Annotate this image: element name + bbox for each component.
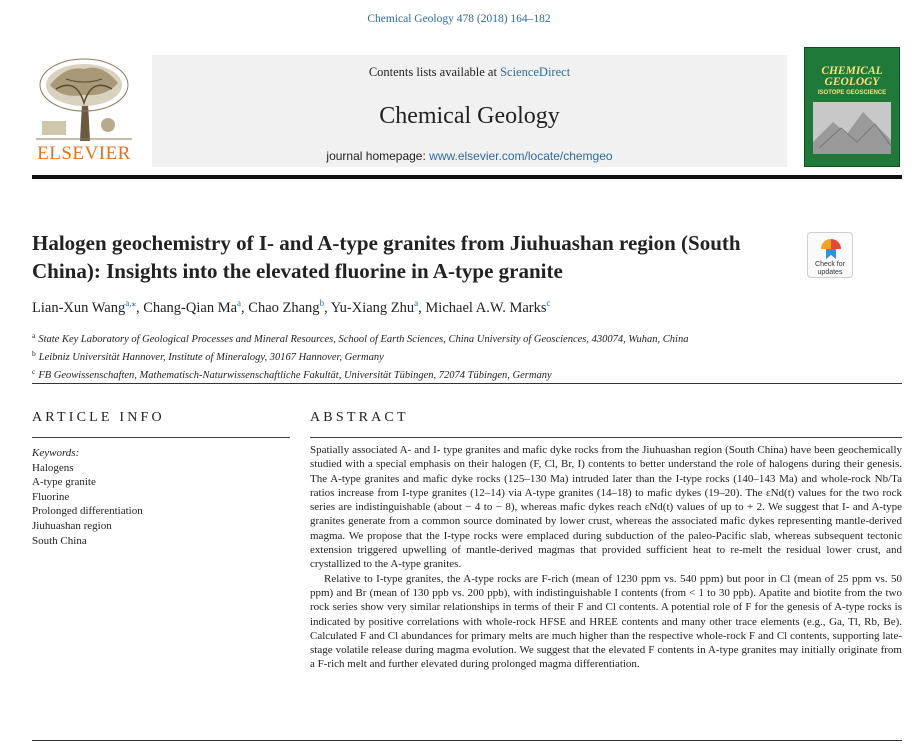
affiliation-item: [32, 365, 688, 383]
homepage-link[interactable]: www.elsevier.com/locate/chemgeo: [429, 149, 613, 163]
author-name[interactable]: Chang-Qian Ma: [143, 300, 238, 316]
keywords-list: [32, 446, 143, 548]
abstract-rule: [310, 437, 902, 438]
article-title: Halogen geochemistry of I- and A-type granites from Jiuhuashan region (South China): Insights into the elevated fluorine in A-type granite: [32, 231, 741, 283]
keywords-label: Keywords:: [32, 447, 80, 459]
footer-divider: [32, 740, 902, 741]
sciencedirect-link[interactable]: ScienceDirect: [500, 65, 571, 79]
citation-link[interactable]: Chemical Geology 478 (2018) 164–182: [367, 13, 551, 25]
keyword-item[interactable]: Fluorine: [32, 490, 70, 503]
crossmark-line2: updates: [817, 268, 843, 276]
abstract-paragraph: Relative to I-type granites, the A-type rocks are F-rich (mean of 1230 ppm vs. 540 ppm) but poor in Cl (mean of 25 ppm vs. 50 ppm) and Br (mean of 130 ppb vs. 200 ppb), with indistinguishable I contents (from < 1 to 30 ppb). Apatite and biotite from the two rock series show very similar relationships in terms of their F and Cl contents. A potential role of F for the genesis of A-type rocks is indicated by positive correlations with whole-rock HFSE and HREE contents and many other trace elements (e.g., Ga, Tl, Rb, Be). Calculated F and Cl abundances for primary melts are much higher than the respective whole-rock F and Cl contents, supporting late-stage volatile release during magma evolution. We suggest that the elevated F contents in A-type granites may initially originate from a F-rich melt and further elevated during prolonged magma differentiation.: [310, 572, 902, 671]
header-divider: [32, 383, 902, 384]
journal-masthead: [32, 47, 902, 171]
affiliation-key: b: [32, 349, 36, 358]
elsevier-tree-icon: [36, 55, 132, 141]
cover-subtitle: ISOTOPE GEOSCIENCE: [817, 90, 887, 96]
check-for-updates-badge[interactable]: [807, 232, 853, 278]
affiliation-key: a: [32, 331, 36, 340]
affiliation-text: State Key Laboratory of Geological Processes and Mineral Resources, School of Earth Sciences, China University of Geosciences, 430074, Wuhan, China: [38, 334, 689, 345]
author-affiliation-marker[interactable]: a: [414, 298, 419, 308]
author-name[interactable]: Chao Zhang: [248, 300, 320, 316]
keyword-item[interactable]: A-type granite: [32, 476, 96, 489]
journal-title[interactable]: Chemical Geology: [379, 103, 560, 129]
contents-prefix: Contents lists available at: [368, 65, 497, 79]
keyword-item[interactable]: Prolonged differentiation: [32, 505, 143, 518]
author-affiliation-marker[interactable]: b: [319, 298, 325, 308]
journal-citation[interactable]: [0, 13, 918, 25]
crossmark-line1: Check for: [815, 261, 845, 268]
publisher-name: ELSEVIER: [37, 143, 131, 164]
author-name[interactable]: Michael A.W. Marks: [425, 300, 547, 316]
cover-title-line2: GEOLOGY: [824, 76, 880, 88]
cover-art-icon: [813, 102, 891, 154]
author-name[interactable]: Lian-Xun Wang: [32, 300, 126, 316]
author-affiliation-marker[interactable]: a,⁎: [125, 298, 136, 308]
article-info-heading: ARTICLE INFO: [32, 410, 165, 425]
affiliation-key: c: [32, 367, 36, 376]
author-affiliation-marker[interactable]: c: [546, 298, 551, 308]
affiliation-item: [32, 347, 688, 365]
affiliation-text: FB Geowissenschaften, Mathematisch-Naturwissenschaftliche Fakultät, Universität Tübingen, 72074 Tübingen, Germany: [38, 370, 552, 381]
masthead-rule: [32, 175, 902, 179]
author-name[interactable]: Yu-Xiang Zhu: [330, 300, 415, 316]
affiliation-text: Leibniz Universität Hannover, Institute of Mineralogy, 30167 Hannover, Germany: [38, 352, 384, 363]
abstract-body: [310, 443, 902, 672]
affiliation-list: [32, 329, 688, 383]
cover-title: [805, 66, 899, 88]
cover-title-line1: CHEMICAL: [821, 65, 883, 77]
author-affiliation-marker[interactable]: a: [237, 298, 242, 308]
abstract-heading: ABSTRACT: [310, 410, 409, 425]
affiliation-item: [32, 329, 688, 347]
journal-cover-image[interactable]: [804, 47, 900, 167]
keyword-item[interactable]: Halogens: [32, 461, 74, 474]
abstract-paragraph: Spatially associated A- and I- type granites and mafic dyke rocks from the Jiuhuashan region (South China) have been geochemically studied with a special emphasis on their halogen (F, Cl, Br, I) contents to better understand the role of halogens during their genesis. The A-type granites and mafic dyke rocks (125–130 Ma) intruded later than the I-type rocks (140–143 Ma) and whole-rock Nb/Ta ratios increase from I-type granites (12–14) via A-type granites (14–18) to mafic dykes (19–20). The εNd(t) values for the two rock series are indistinguishable (about − 4 to − 8), whereas mafic dykes reach εNd(t) values of up to + 2. We suggest that I- and A-type granites generate from a common source dominated by lower crust, whereas the associated mafic dykes representing mantle-derived magma. We propose that the I-type rocks were emplaced during subduction of the paleo-Pacific slab, whereas subsequent tectonic extension triggered upwelling of mantle-derived magmas that provided sufficient heat to re-melt the residual lower crust, and crystallized to the A-type granites.: [310, 444, 902, 571]
article-info-rule: [32, 437, 290, 438]
author-list: Lian-Xun Wang$^{a,⁎}$, Chang-Qian Ma$^a$, Chao Zhang$^b$, Yu-Xiang Zhu$^a$, Michael A.W. Marks$^c$: [32, 298, 551, 316]
keyword-item[interactable]: South China: [32, 534, 87, 547]
contents-available-line: [152, 65, 787, 80]
homepage-prefix: journal homepage:: [326, 149, 426, 163]
crossmark-label: [808, 261, 852, 276]
journal-homepage-line: [152, 149, 787, 163]
crossmark-icon: [818, 238, 844, 260]
journal-info-box: [152, 55, 787, 167]
keyword-item[interactable]: Jiuhuashan region: [32, 519, 112, 532]
elsevier-logo[interactable]: [32, 55, 136, 165]
